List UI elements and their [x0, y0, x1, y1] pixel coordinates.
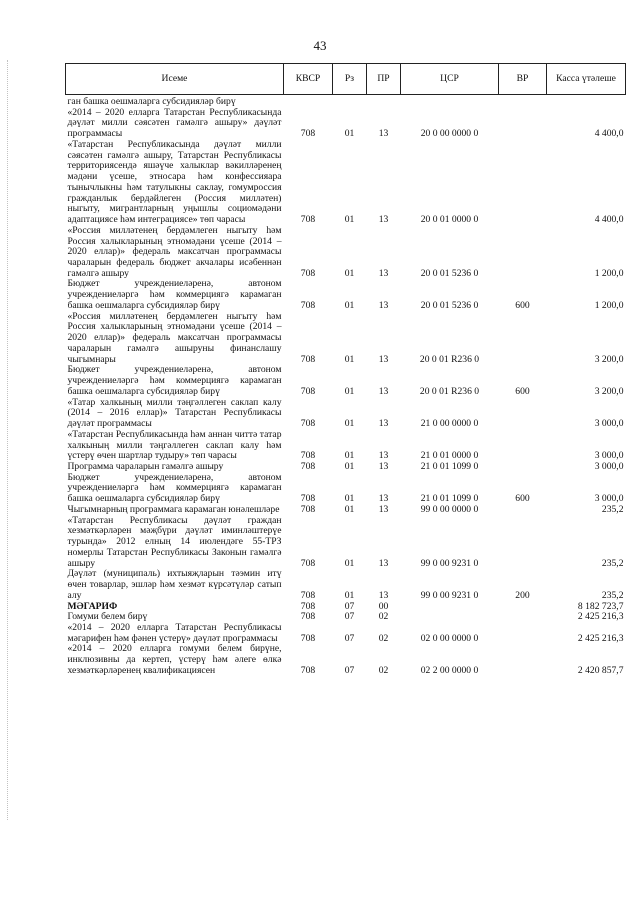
cell-vr	[499, 108, 547, 140]
cell-kvsr: 708	[300, 632, 316, 644]
table-row	[66, 226, 626, 280]
cell-amount: 3 000,0	[594, 460, 624, 472]
cell-kvsr: 708	[300, 385, 316, 397]
cell-name: «Татарстан Республикасында һәм аннан читтә татар халкының милли тәңгәллеген саклап калу һәм үстерү өчен шартлар тудыру» төп чарасы	[67, 428, 282, 462]
cell-name: «Татарстан Республикасында дәүләт милли сәясәтен гамәлгә ашыру, Татарстан Республикасы территориясендә яшәүче халыклар вәкилләренең мәдәни үсеше, этносара һәм конфессияара тынычлыкны һәм татулыкны саклау, гомумроссия гражданлык бердәйлеген (Россия милләтен) ныгыту, мигрантларның уңышлы социомәдәни адаптациясе һәм интеграциясе» төп чарасы	[67, 138, 282, 226]
cell-pr: 13	[378, 385, 389, 397]
cell-name: «2014 – 2020 елларга Татарстан Республикасында дәүләт милли сәясәтен гамәлгә ашыру» дәүләт программасы	[67, 106, 282, 140]
cell-pr: 02	[378, 632, 389, 644]
cell-vr	[499, 516, 547, 570]
col-header-name: Исеме	[66, 64, 284, 95]
budget-table	[65, 63, 626, 677]
cell-rz: 07	[344, 632, 355, 644]
cell-csr: 20 0 01 5236 0	[420, 267, 479, 279]
cell-rz: 01	[344, 267, 355, 279]
cell-pr: 13	[378, 460, 389, 472]
cell-amount: 8 182 723,7	[577, 600, 624, 612]
cell-pr: 13	[378, 450, 389, 462]
cell-name: Чыгымнарның программага карамаган юнәлешләре	[67, 503, 280, 515]
cell-amount: 235,2	[601, 503, 624, 515]
cell-csr: 21 0 00 0000 0	[420, 418, 479, 430]
cell-pr: 13	[378, 128, 389, 140]
cell-csr: 20 0 01 R236 0	[419, 353, 480, 365]
cell-rz: 07	[344, 664, 355, 676]
cell-amount: 2 425 216,3	[577, 611, 624, 623]
cell-kvsr: 708	[300, 611, 316, 623]
cell-name: Бюджет учреждениеләренә, автоном учреждениеләргә һәм коммерциягә карамаган башка оешмаларга субсидияләр бирү	[67, 278, 282, 311]
cell-vr	[499, 226, 547, 280]
cell-rz: 01	[344, 503, 355, 515]
page-number: 43	[313, 38, 327, 53]
col-header-kassa: Касса үтәлеше	[547, 64, 626, 95]
cell-vr	[499, 430, 547, 462]
cell-csr: 20 0 00 0000 0	[420, 128, 479, 140]
cell-amount: 235,2	[601, 557, 624, 569]
cell-csr: 02 2 00 0000 0	[420, 664, 479, 676]
cell-name: «Татар халкының милли тәңгәллеген саклап калу (2014 – 2016 еллар)» Татарстан Республикасы дәүләт программасы	[67, 396, 282, 430]
cell-csr	[401, 602, 499, 613]
cell-kvsr: 708	[300, 128, 316, 140]
cell-amount: 1 200,0	[594, 299, 624, 311]
cell-kvsr: 708	[300, 418, 316, 430]
cell-amount: 3 000,0	[594, 450, 624, 462]
cell-name: «Татарстан Республикасы дәүләт граждан хезмәткәрләрен мәҗбүри дәүләт иминләштерүе турында» 2012 елның 14 июлендәге 55-ТРЗ номерлы Татарстан Республикасы Законын гамәлгә ашыру	[67, 514, 282, 569]
cell-vr	[499, 95, 547, 108]
cell-rz: 07	[344, 600, 355, 612]
table-row	[66, 473, 626, 505]
col-header-vr: ВР	[499, 64, 547, 95]
cell-csr	[401, 95, 499, 108]
table-row	[66, 365, 626, 397]
cell-name: МӘГАРИФ	[67, 600, 118, 612]
cell-vr: 600	[515, 385, 530, 397]
cell-vr	[499, 505, 547, 516]
cell-pr: 13	[378, 299, 389, 311]
cell-name: Гомуми белем бирү	[67, 611, 148, 623]
cell-rz: 01	[344, 460, 355, 472]
cell-kvsr: 708	[300, 460, 316, 472]
cell-kvsr: 708	[300, 503, 316, 515]
cell-pr: 13	[378, 214, 389, 226]
cell-vr	[499, 623, 547, 644]
cell-vr: 600	[515, 493, 530, 505]
cell-kvsr: 708	[300, 214, 316, 226]
cell-pr	[367, 95, 401, 108]
cell-rz: 01	[344, 589, 355, 601]
cell-pr: 13	[378, 557, 389, 569]
table-row	[66, 140, 626, 226]
cell-name: Бюджет учреждениеләренә, автоном учреждениеләргә һәм коммерциягә карамаган башка оешмаларга субсидияләр бирү	[67, 364, 282, 397]
cell-csr: 20 0 01 R236 0	[419, 385, 480, 397]
cell-kvsr: 708	[300, 557, 316, 569]
cell-amount: 3 000,0	[594, 493, 624, 505]
scan-margin-marks	[7, 60, 10, 820]
cell-rz	[333, 95, 367, 108]
cell-kvsr: 708	[300, 267, 316, 279]
table-row	[66, 516, 626, 570]
table-row	[66, 95, 626, 108]
cell-vr	[499, 602, 547, 613]
cell-amount	[547, 95, 626, 108]
cell-kvsr	[284, 95, 333, 108]
cell-rz: 01	[344, 128, 355, 140]
cell-name: «2014 – 2020 елларга Татарстан Республикасы мәгарифен һәм фәнен үстерү» дәүләт программасы	[67, 621, 282, 644]
cell-name: ган башка оешмаларга субсидияләр бирү	[67, 96, 236, 107]
cell-amount: 4 400,0	[594, 214, 624, 226]
table-row	[66, 569, 626, 601]
cell-vr: 200	[515, 589, 530, 601]
col-header-kvsr: КВСР	[284, 64, 333, 95]
cell-kvsr: 708	[300, 589, 316, 601]
cell-kvsr: 708	[300, 600, 316, 612]
cell-vr: 600	[515, 299, 530, 311]
cell-pr: 13	[378, 503, 389, 515]
cell-pr: 02	[378, 611, 389, 623]
cell-pr: 13	[378, 353, 389, 365]
cell-amount: 3 200,0	[594, 385, 624, 397]
cell-kvsr: 708	[300, 664, 316, 676]
cell-name: Программа чараларын гамәлгә ашыру	[67, 460, 224, 472]
col-header-pr: ПР	[367, 64, 401, 95]
cell-amount: 2 425 216,3	[577, 632, 624, 644]
cell-vr	[499, 398, 547, 430]
cell-csr: 20 0 01 5236 0	[420, 299, 479, 311]
cell-csr: 21 0 01 1099 0	[420, 460, 479, 472]
cell-pr: 02	[378, 664, 389, 676]
cell-vr	[499, 612, 547, 623]
cell-kvsr: 708	[300, 493, 316, 505]
cell-rz: 07	[344, 611, 355, 623]
table-row	[66, 644, 626, 676]
cell-name: Дәүләт (муниципаль) ихтыяҗларын тәэмин итү өчен товарлар, эшләр һәм хезмәт күрсәтүләр сатып алу	[67, 568, 282, 601]
cell-csr: 21 0 01 1099 0	[420, 493, 479, 505]
cell-rz: 01	[344, 385, 355, 397]
cell-name: «Россия милләтенең бердәмлеген ныгыту һәм Россия халыкларының этномәдәни үсеше (2014 – 2020 еллар)» федераль максатчан программасы чараларын гамәлгә ашыруны финанслашу чыгымнары	[67, 310, 282, 365]
cell-name: «Россия милләтенең бердәмлеген ныгыту һәм Россия халыкларының этномәдәни үсеше (2014 – 2020 еллар)» федераль максатчан программасы чараларын федераль бюджет акчалары исәбеннән гамәлгә ашыру	[67, 224, 282, 279]
cell-amount: 4 400,0	[594, 128, 624, 140]
cell-csr: 99 0 00 0000 0	[420, 503, 479, 515]
cell-vr	[499, 140, 547, 226]
cell-amount: 3 200,0	[594, 353, 624, 365]
table-row	[66, 312, 626, 366]
cell-rz: 01	[344, 493, 355, 505]
cell-rz: 01	[344, 214, 355, 226]
col-header-rz: Рз	[333, 64, 367, 95]
cell-pr: 13	[378, 267, 389, 279]
cell-kvsr: 708	[300, 299, 316, 311]
table-body	[66, 95, 626, 677]
cell-csr: 21 0 01 0000 0	[420, 450, 479, 462]
cell-csr: 99 0 00 9231 0	[420, 589, 479, 601]
cell-kvsr: 708	[300, 353, 316, 365]
cell-csr: 99 0 00 9231 0	[420, 557, 479, 569]
col-header-csr: ЦСР	[401, 64, 499, 95]
cell-csr	[401, 612, 499, 623]
cell-amount: 1 200,0	[594, 267, 624, 279]
table-row	[66, 623, 626, 644]
cell-vr	[499, 644, 547, 676]
cell-rz: 01	[344, 299, 355, 311]
cell-pr: 13	[378, 418, 389, 430]
table-row	[66, 108, 626, 140]
cell-rz: 01	[344, 450, 355, 462]
table-header-row	[66, 64, 626, 95]
cell-csr: 20 0 01 0000 0	[420, 214, 479, 226]
cell-name: Бюджет учреждениеләренә, автоном учреждениеләргә һәм коммерциягә карамаган башка оешмаларга субсидияләр бирү	[67, 471, 282, 505]
cell-vr	[499, 312, 547, 366]
cell-kvsr: 708	[300, 450, 316, 462]
cell-amount: 3 000,0	[594, 418, 624, 430]
cell-rz: 01	[344, 353, 355, 365]
cell-name: «2014 – 2020 елларга гомуми белем бирүне, инклюзивны да кертеп, үстерү һәм әлеге өлкә хезмәткәрләренең квалификациясен	[67, 643, 282, 676]
cell-rz: 01	[344, 557, 355, 569]
table-row	[66, 430, 626, 462]
cell-pr: 13	[378, 493, 389, 505]
cell-pr: 13	[378, 589, 389, 601]
cell-vr	[499, 462, 547, 473]
cell-pr: 00	[378, 600, 389, 612]
table-row	[66, 398, 626, 430]
cell-amount: 235,2	[601, 589, 624, 601]
table-row	[66, 279, 626, 311]
cell-csr: 02 0 00 0000 0	[420, 632, 479, 644]
cell-amount: 2 420 857,7	[577, 664, 624, 676]
cell-rz: 01	[344, 418, 355, 430]
